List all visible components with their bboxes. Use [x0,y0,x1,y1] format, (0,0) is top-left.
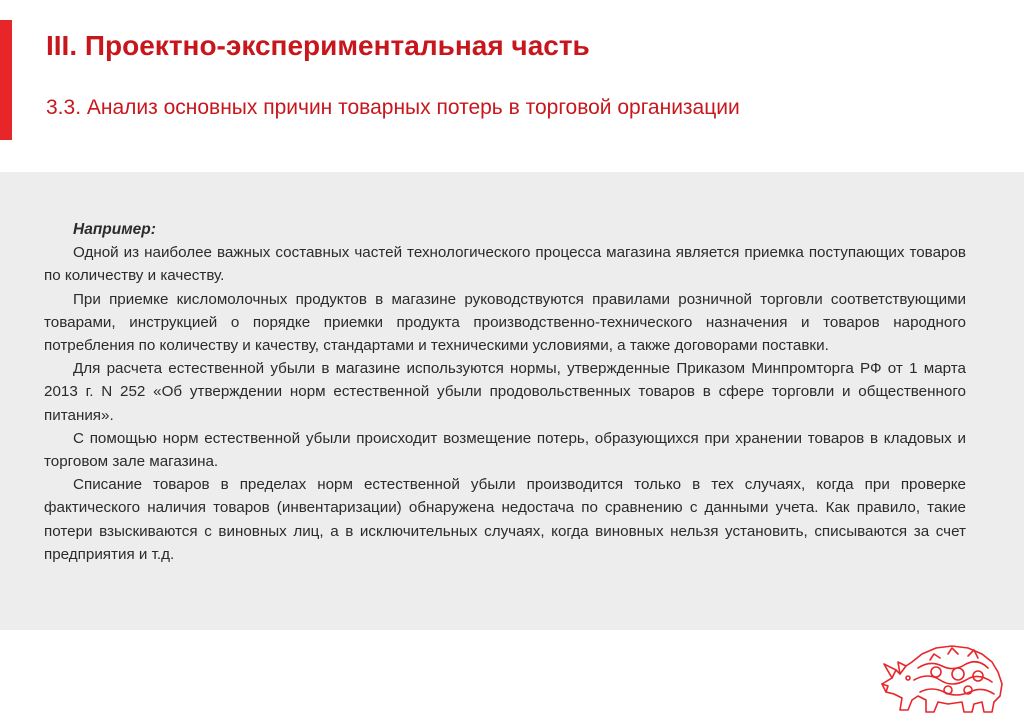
paragraph: Одной из наиболее важных составных частей технологического процесса магазина является приемка поступающих товаров по количеству и качеству. [44,244,966,285]
page-subtitle: 3.3. Анализ основных причин товарных потерь в торговой организации [46,96,740,119]
lead-heading: Например: [73,221,156,238]
page-title: III. Проектно-экспериментальная часть [46,30,590,61]
rhino-logo-icon [878,640,1010,716]
content-body [44,218,966,566]
paragraph: Для расчета естественной убыли в магазине используются нормы, утвержденные Приказом Минпромторга РФ от 1 марта 2013 г. N 252 «Об утверждении норм естественной убыли продовольственных товаров в сфере торговли и общественного питания». [44,360,966,424]
paragraph: При приемке кисломолочных продуктов в магазине руководствуются правилами розничной торговли соответствующими товарами, инструкцией о порядке приемки продукта производственно-технического назначения и товаров народного потребления по количеству и качеству, стандартами и техническими условиями, а также договорами поставки. [44,290,966,355]
accent-bar [0,20,12,140]
paragraph: Списание товаров в пределах норм естественной убыли производится только в тех случаях, когда при проверке фактического наличия товаров (инвентаризации) обнаружена недостача по сравнению с данными учета. Как правило, такие потери взыскиваются с виновных лиц, а в исключительных случаях, когда виновных нельзя установить, списываются за счет предприятия и т.д. [44,476,966,563]
paragraph: С помощью норм естественной убыли происходит возмещение потерь, образующихся при хранении товаров в кладовых и торговом зале магазина. [44,429,966,471]
